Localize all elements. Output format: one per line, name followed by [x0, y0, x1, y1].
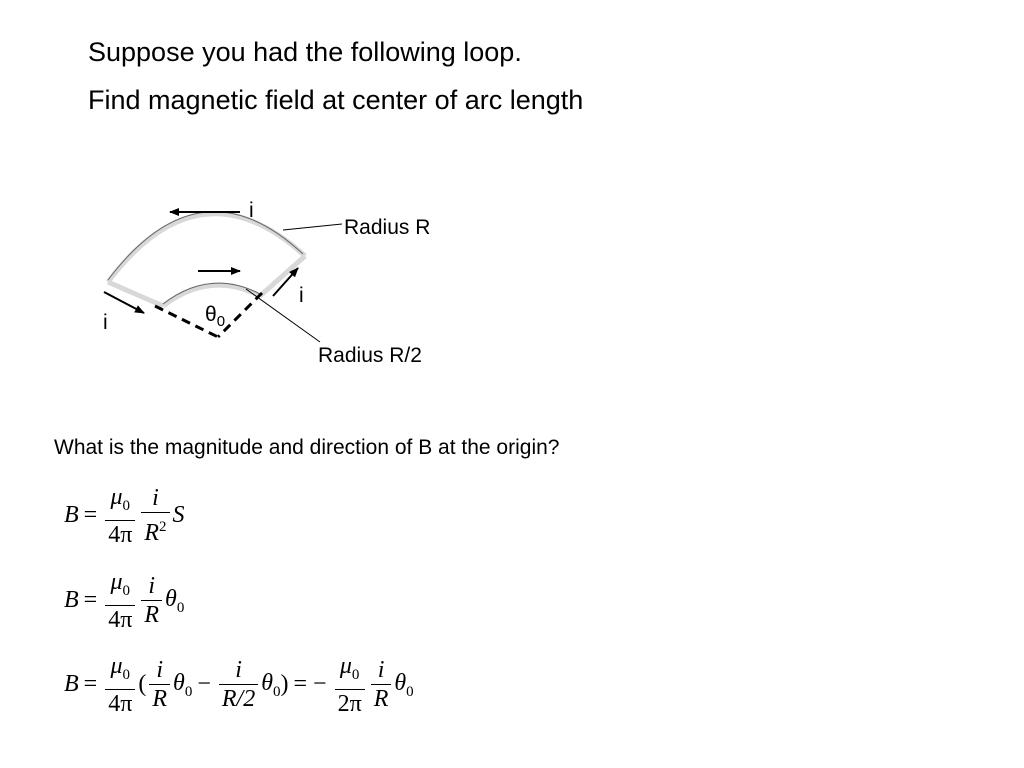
current-label-left: i: [103, 311, 108, 334]
eq3-frac-i-R-final: $\frac{i}{R}$: [371, 656, 392, 713]
current-label-right: i: [299, 284, 304, 307]
eq3-open-paren: (: [138, 671, 147, 698]
current-label-top: i: [249, 199, 254, 222]
eq3-theta-3: $\theta_0$: [394, 669, 414, 700]
eq3-theta-2: $\theta_0$: [261, 669, 281, 700]
eq3-theta-1: $\theta_0$: [173, 669, 193, 700]
question-text: What is the magnitude and direction of B at the origin?: [54, 436, 560, 459]
eq3-frac-i-R: $\frac{i}{R}$: [149, 656, 170, 713]
eq1-lhs: B: [64, 502, 79, 529]
eq2-frac-i: $\frac{i}{R}$: [141, 572, 162, 629]
eq2-theta: $\theta_0$: [165, 585, 185, 616]
eq3-equals-negative: = −: [293, 671, 327, 698]
slide-title-line2: Find magnetic field at center of arc length: [88, 85, 584, 115]
eq2-frac-mu: $\frac{\mu_0}{4\pi}$: [105, 568, 135, 634]
left-straight-segment: [108, 282, 163, 306]
eq3-close-paren: ): [280, 671, 289, 698]
leader-line-inner: [246, 289, 320, 342]
eq1-frac-mu: $\frac{\mu_0}{4\pi}$: [105, 483, 135, 549]
angle-label: $\theta_0$: [205, 303, 226, 330]
eq3-frac-mu-2pi: $\frac{\mu_0}{2\pi}$: [335, 652, 365, 718]
equation-1: [64, 483, 185, 549]
eq3-frac-mu: $\frac{\mu_0}{4\pi}$: [105, 652, 135, 718]
eq3-lhs: B: [64, 671, 79, 698]
slide-title-line1: Suppose you had the following loop.: [88, 37, 522, 67]
radius-outer-label: Radius R: [344, 216, 431, 239]
eq2-lhs: B: [64, 587, 79, 614]
eq3-equals: =: [83, 671, 98, 698]
eq3-frac-i-R2: $\frac{i}{R/2}$: [219, 656, 258, 713]
eq1-equals: =: [83, 502, 98, 529]
radius-inner-label: Radius R/2: [318, 344, 422, 367]
eq2-equals: =: [83, 587, 98, 614]
eq1-frac-i: $\frac{i}{R^2}$: [141, 484, 169, 547]
eq3-minus: −: [197, 671, 211, 698]
equation-2: [64, 568, 184, 634]
equation-3: [64, 652, 414, 718]
leader-line-outer: [283, 224, 342, 230]
eq1-arc-length: S: [172, 502, 185, 529]
